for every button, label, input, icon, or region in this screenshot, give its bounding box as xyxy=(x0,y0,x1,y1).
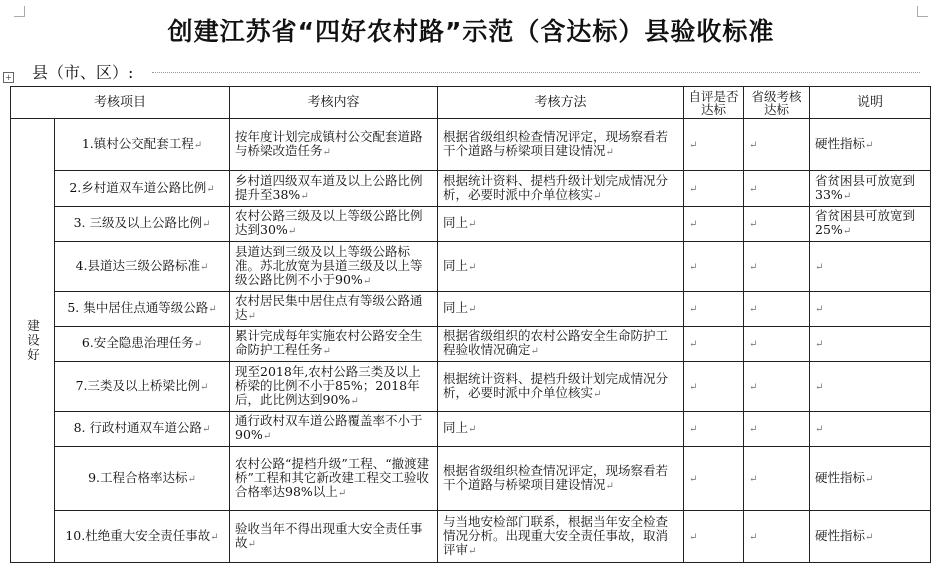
assessment-content-cell[interactable] xyxy=(230,119,438,171)
paragraph-mark-icon: ↵ xyxy=(202,424,211,435)
paragraph-mark-icon: ↵ xyxy=(749,139,758,151)
self-assessment-cell[interactable] xyxy=(684,171,744,207)
table-row xyxy=(11,511,931,563)
assessment-content-cell-text: 验收当年不得出现重大安全责任事故 xyxy=(235,520,423,550)
assessment-method-cell[interactable] xyxy=(438,242,684,292)
paragraph-mark-icon: ↵ xyxy=(193,139,203,151)
provincial-assessment-cell[interactable] xyxy=(744,327,810,362)
assessment-item-cell-text: 8. 行政村通双车道公路 xyxy=(73,420,203,435)
assessment-item-cell-text: 9.工程合格率达标 xyxy=(88,469,188,485)
table-row xyxy=(11,171,931,207)
paragraph-mark-icon: ↵ xyxy=(593,190,602,202)
paragraph-mark-icon: ↵ xyxy=(689,183,698,195)
assessment-content-cell-text: 乡村道四级双车道及以上公路比例提升至38% xyxy=(235,172,423,202)
paragraph-mark-icon: ↵ xyxy=(247,538,256,550)
paragraph-mark-icon: ↵ xyxy=(689,473,698,485)
paragraph-mark-icon: ↵ xyxy=(468,219,477,230)
self-assessment-cell[interactable] xyxy=(684,412,744,447)
paragraph-mark-icon: ↵ xyxy=(815,424,824,435)
county-label: 县（市、区）: xyxy=(32,63,134,82)
assessment-item-cell[interactable] xyxy=(55,447,230,511)
assessment-method-cell[interactable] xyxy=(438,292,684,327)
paragraph-mark-icon: ↵ xyxy=(749,304,758,315)
paragraph-mark-icon: ↵ xyxy=(815,339,824,350)
paragraph-mark-icon: ↵ xyxy=(865,473,874,485)
header-self-assessment: 自评是否达标 xyxy=(684,87,744,119)
assessment-method-cell-text: 根据统计资料、提档升级计划完成情况分析，必要时派中介单位核实 xyxy=(443,370,669,400)
fill-in-line[interactable] xyxy=(152,72,920,73)
assessment-content-cell[interactable] xyxy=(230,207,438,242)
paragraph-mark-icon: ↵ xyxy=(193,339,203,350)
paragraph-mark-icon: ↵ xyxy=(749,219,758,230)
assessment-method-cell[interactable] xyxy=(438,412,684,447)
paragraph-mark-icon: ↵ xyxy=(749,424,758,435)
paragraph-mark-icon: ↵ xyxy=(689,219,698,230)
note-cell[interactable] xyxy=(810,447,931,511)
assessment-content-cell-text: 农村公路三级及以上等级公路比例达到30% xyxy=(235,208,423,237)
assessment-method-cell-text: 同上 xyxy=(443,257,469,273)
self-assessment-cell[interactable] xyxy=(684,362,744,412)
self-assessment-cell[interactable] xyxy=(684,447,744,511)
paragraph-mark-icon: ↵ xyxy=(350,395,359,407)
table-row xyxy=(11,292,931,327)
paragraph-mark-icon: ↵ xyxy=(749,339,758,350)
note-cell-text: 硬性指标 xyxy=(815,527,866,543)
assessment-item-cell[interactable] xyxy=(55,292,230,327)
paragraph-mark-icon: ↵ xyxy=(247,311,256,322)
paragraph-mark-icon: ↵ xyxy=(689,261,698,273)
self-assessment-cell[interactable] xyxy=(684,242,744,292)
standards-table xyxy=(10,86,931,563)
assessment-method-cell[interactable] xyxy=(438,362,684,412)
paragraph-mark-icon: ↵ xyxy=(865,139,874,151)
assessment-method-cell[interactable] xyxy=(438,207,684,242)
table-row xyxy=(11,242,931,292)
assessment-item-cell-text: 1.镇村公交配套工程 xyxy=(81,135,194,151)
assessment-method-cell[interactable] xyxy=(438,327,684,362)
assessment-method-cell-text: 根据省级组织的农村公路安全生命防护工程验收情况确定 xyxy=(443,328,669,357)
assessment-item-cell[interactable] xyxy=(55,207,230,242)
paragraph-mark-icon: ↵ xyxy=(468,545,477,557)
table-row xyxy=(11,119,931,171)
header-provincial-assessment: 省级考核达标 xyxy=(744,87,810,119)
self-assessment-cell[interactable] xyxy=(684,207,744,242)
assessment-content-cell-text: 按年度计划完成镇村公交配套道路与桥梁改造任务 xyxy=(235,128,423,158)
assessment-item-cell-text: 10.杜绝重大安全责任事故 xyxy=(65,527,211,543)
note-cell-text: 省贫困县可放宽到33% xyxy=(815,172,916,202)
header-item: 考核项目 xyxy=(11,87,230,119)
assessment-content-cell-text: 农村公路“提档升级”工程、“撤渡建桥”工程和其它新改建工程交工验收合格率达98%以上 xyxy=(235,455,430,499)
paragraph-mark-icon: ↵ xyxy=(262,431,272,442)
self-assessment-cell[interactable] xyxy=(684,327,744,362)
table-row xyxy=(11,447,931,511)
provincial-assessment-cell[interactable] xyxy=(744,242,810,292)
paragraph-mark-icon: ↵ xyxy=(749,473,758,485)
header-method: 考核方法 xyxy=(438,87,684,119)
assessment-content-cell[interactable] xyxy=(230,242,438,292)
paragraph-mark-icon: ↵ xyxy=(468,261,477,273)
note-cell[interactable] xyxy=(810,327,931,362)
assessment-item-cell[interactable] xyxy=(55,119,230,171)
assessment-content-cell[interactable] xyxy=(230,412,438,447)
paragraph-mark-icon: ↵ xyxy=(337,487,347,499)
assessment-method-cell-text: 同上 xyxy=(443,420,469,435)
paragraph-mark-icon: ↵ xyxy=(200,261,209,273)
table-move-handle-icon[interactable]: + xyxy=(3,72,14,83)
paragraph-mark-icon: ↵ xyxy=(202,219,211,230)
assessment-item-cell[interactable] xyxy=(55,412,230,447)
assessment-method-cell-text: 同上 xyxy=(443,300,469,315)
header-notes: 说明 xyxy=(810,87,931,119)
paragraph-mark-icon: ↵ xyxy=(689,139,698,151)
note-cell[interactable] xyxy=(810,119,931,171)
assessment-content-cell[interactable] xyxy=(230,362,438,412)
provincial-assessment-cell[interactable] xyxy=(744,171,810,207)
note-cell[interactable] xyxy=(810,511,931,563)
self-assessment-cell[interactable] xyxy=(684,119,744,171)
paragraph-mark-icon: ↵ xyxy=(530,346,539,357)
note-cell[interactable] xyxy=(810,412,931,447)
paragraph-mark-icon: ↵ xyxy=(689,424,698,435)
self-assessment-cell[interactable] xyxy=(684,511,744,563)
note-cell-text: 硬性指标 xyxy=(815,135,866,151)
table-row xyxy=(11,327,931,362)
assessment-method-cell-text: 与当地安检部门联系，根据当年安全检查情况分析。出现重大安全责任事故，取消评审 xyxy=(443,513,669,557)
paragraph-mark-icon: ↵ xyxy=(322,346,331,357)
provincial-assessment-cell[interactable] xyxy=(744,207,810,242)
paragraph-mark-icon: ↵ xyxy=(749,183,758,195)
assessment-item-cell-text: 2.乡村道双车道公路比例 xyxy=(69,179,207,195)
provincial-assessment-cell[interactable] xyxy=(744,511,810,563)
note-cell-text: 硬性指标 xyxy=(815,469,866,485)
paragraph-mark-icon: ↵ xyxy=(210,531,219,543)
assessment-item-cell-text: 6.安全隐患治理任务 xyxy=(81,335,194,350)
paragraph-mark-icon: ↵ xyxy=(865,531,874,543)
paragraph-mark-icon: ↵ xyxy=(815,381,824,393)
paragraph-mark-icon: ↵ xyxy=(815,304,824,315)
assessment-item-cell-text: 5. 集中居住点通等级公路 xyxy=(67,300,209,315)
assessment-method-cell-text: 同上 xyxy=(443,215,469,230)
paragraph-mark-icon: ↵ xyxy=(362,275,372,287)
assessment-content-cell[interactable] xyxy=(230,327,438,362)
paragraph-mark-icon: ↵ xyxy=(605,480,614,492)
paragraph-mark-icon: ↵ xyxy=(468,424,477,435)
assessment-content-cell-text: 通行政村双车道公路覆盖率不小于90% xyxy=(235,413,423,442)
paragraph-mark-icon: ↵ xyxy=(187,473,196,485)
assessment-content-cell[interactable] xyxy=(230,171,438,207)
paragraph-mark-icon: ↵ xyxy=(749,261,758,273)
assessment-content-cell[interactable] xyxy=(230,511,438,563)
paragraph-mark-icon: ↵ xyxy=(689,339,698,350)
assessment-content-cell-text: 现至2018年,农村公路三类及以上桥梁的比例不小于85%；2018年后，此比例达到90% xyxy=(235,363,421,407)
assessment-content-cell-text: 农村居民集中居住点有等级公路通达 xyxy=(235,293,423,322)
header-content: 考核内容 xyxy=(230,87,438,119)
paragraph-mark-icon: ↵ xyxy=(468,304,477,315)
table-row xyxy=(11,362,931,412)
assessment-item-cell[interactable] xyxy=(55,511,230,563)
assessment-item-cell-text: 7.三类及以上桥梁比例 xyxy=(75,377,201,393)
assessment-method-cell[interactable] xyxy=(438,511,684,563)
assessment-item-cell[interactable] xyxy=(55,171,230,207)
provincial-assessment-cell[interactable] xyxy=(744,119,810,171)
assessment-content-cell[interactable] xyxy=(230,292,438,327)
assessment-method-cell[interactable] xyxy=(438,171,684,207)
header-row xyxy=(11,87,931,119)
table-row xyxy=(11,412,931,447)
assessment-item-cell-text: 4.县道达三级公路标准 xyxy=(75,257,201,273)
assessment-method-cell-text: 根据省级组织检查情况评定，现场察看若干个道路与桥梁项目建设情况 xyxy=(443,462,669,492)
paragraph-mark-icon: ↵ xyxy=(200,381,209,393)
assessment-content-cell-text: 县道达到三级及以上等级公路标准。苏北放宽为县道三级及以上等级公路比例不小于90% xyxy=(235,243,423,287)
paragraph-mark-icon: ↵ xyxy=(842,190,852,202)
assessment-method-cell-text: 根据统计资料、提档升级计划完成情况分析，必要时派中介单位核实 xyxy=(443,172,669,202)
table-row xyxy=(11,207,931,242)
provincial-assessment-cell[interactable] xyxy=(744,447,810,511)
note-cell-text: 省贫困县可放宽到25% xyxy=(815,208,916,237)
paragraph-mark-icon: ↵ xyxy=(206,183,215,195)
assessment-content-cell-text: 累计完成每年实施农村公路安全生命防护工程任务 xyxy=(235,328,423,357)
note-cell[interactable] xyxy=(810,171,931,207)
provincial-assessment-cell[interactable] xyxy=(744,292,810,327)
note-cell[interactable] xyxy=(810,242,931,292)
paragraph-mark-icon: ↵ xyxy=(689,381,698,393)
paragraph-mark-icon: ↵ xyxy=(593,388,602,400)
provincial-assessment-cell[interactable] xyxy=(744,362,810,412)
paragraph-mark-icon: ↵ xyxy=(749,531,758,543)
assessment-method-cell[interactable] xyxy=(438,119,684,171)
note-cell[interactable] xyxy=(810,292,931,327)
paragraph-mark-icon: ↵ xyxy=(689,304,698,315)
assessment-content-cell[interactable] xyxy=(230,447,438,511)
paragraph-mark-icon: ↵ xyxy=(749,381,758,393)
paragraph-mark-icon: ↵ xyxy=(300,190,309,202)
assessment-item-cell[interactable] xyxy=(55,327,230,362)
assessment-item-cell[interactable] xyxy=(55,362,230,412)
document-title: 创建江苏省“四好农村路”示范（含达标）县验收标准 xyxy=(167,17,775,46)
category-cell[interactable]: 建设好 xyxy=(11,119,55,563)
paragraph-mark-icon: ↵ xyxy=(605,146,614,158)
note-cell[interactable] xyxy=(810,207,931,242)
assessment-item-cell[interactable] xyxy=(55,242,230,292)
paragraph-mark-icon: ↵ xyxy=(322,146,331,158)
assessment-method-cell[interactable] xyxy=(438,447,684,511)
assessment-item-cell-text: 3. 三级及以上公路比例 xyxy=(73,215,203,230)
paragraph-mark-icon: ↵ xyxy=(287,226,297,237)
paragraph-mark-icon: ↵ xyxy=(815,261,824,273)
paragraph-mark-icon: ↵ xyxy=(842,226,852,237)
assessment-method-cell-text: 根据省级组织检查情况评定，现场察看若干个道路与桥梁项目建设情况 xyxy=(443,128,669,158)
paragraph-mark-icon: ↵ xyxy=(208,304,217,315)
note-cell[interactable] xyxy=(810,362,931,412)
paragraph-mark-icon: ↵ xyxy=(689,531,698,543)
self-assessment-cell[interactable] xyxy=(684,292,744,327)
provincial-assessment-cell[interactable] xyxy=(744,412,810,447)
